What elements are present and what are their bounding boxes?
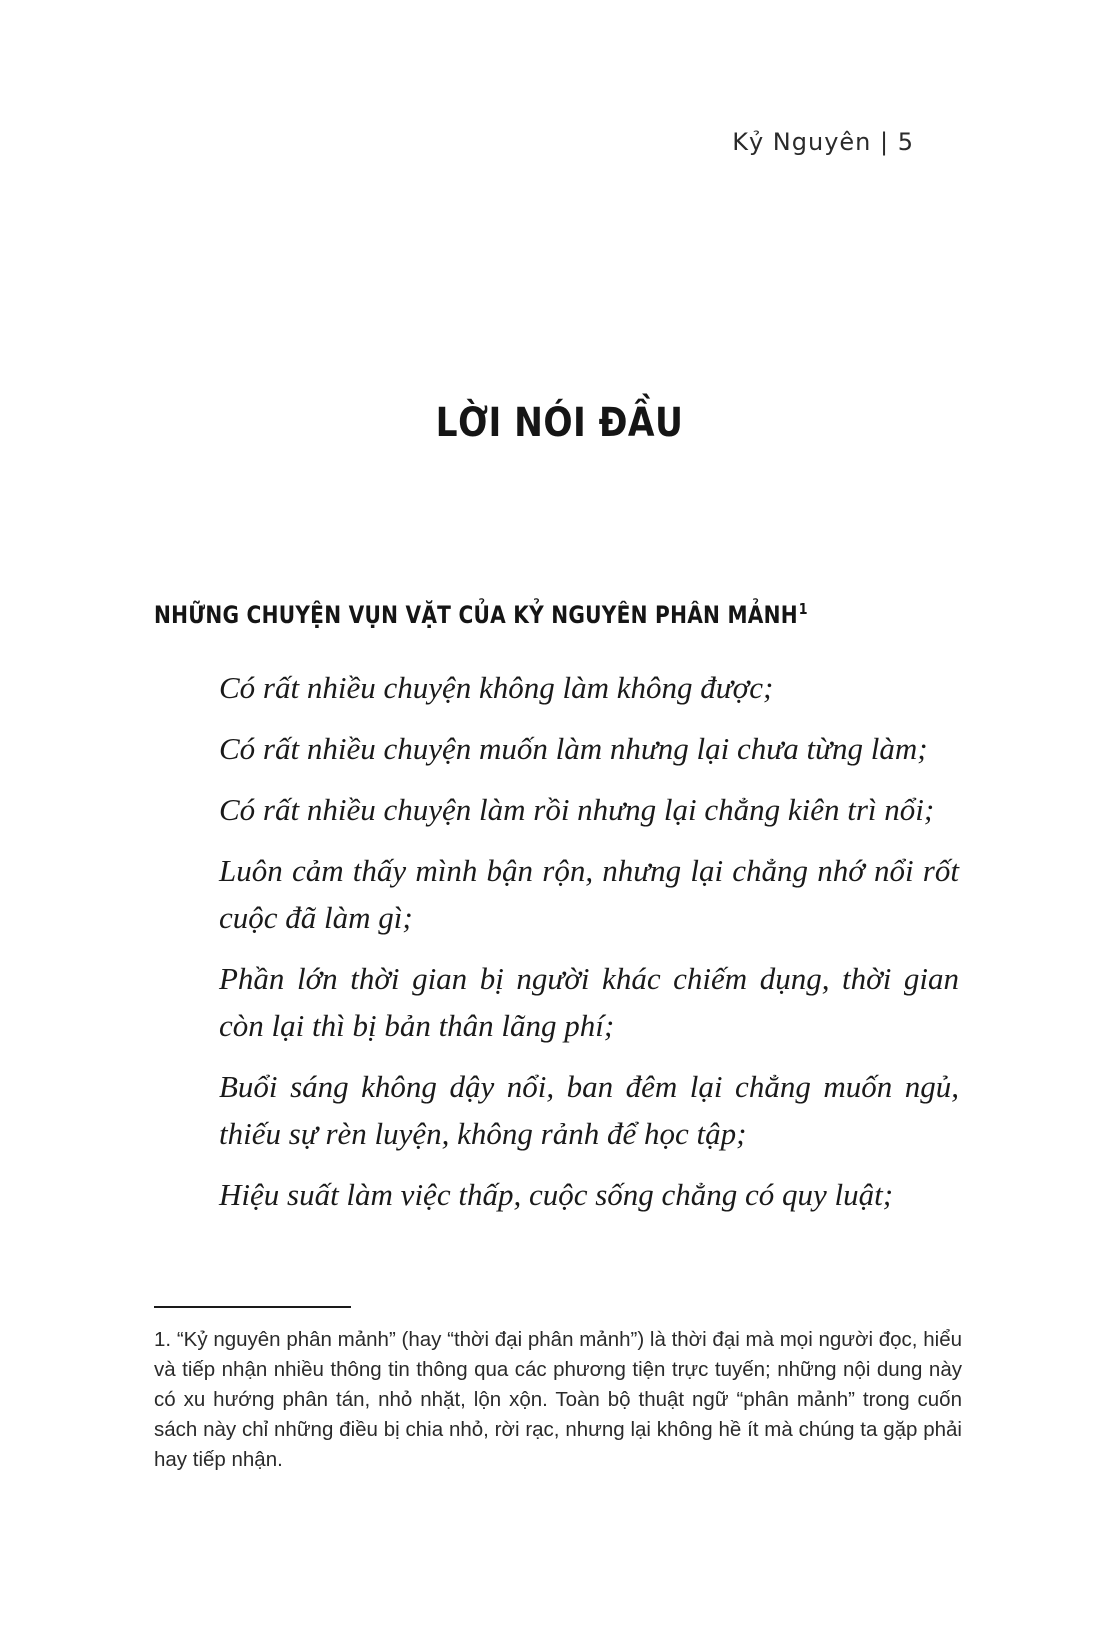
section-heading-text: NHỮNG CHUYỆN VỤN VẶT CỦA KỶ NGUYÊN PHÂN MẢNH — [154, 601, 798, 629]
poem-line: Phần lớn thời gian bị người khác chiếm dụng, thời gian còn lại thì bị bản thân lãng phí; — [219, 961, 959, 1043]
poem-line: Có rất nhiều chuyện không làm không được; — [219, 670, 774, 705]
section-heading — [154, 600, 808, 629]
poem-line: Có rất nhiều chuyện muốn làm nhưng lại chưa từng làm; — [219, 731, 928, 766]
poem-line: Có rất nhiều chuyện làm rồi nhưng lại chẳng kiên trì nổi; — [219, 792, 935, 827]
footnote-marker: 1 — [798, 600, 808, 618]
poem-line: Buổi sáng không dậy nổi, ban đêm lại chẳng muốn ngủ, thiếu sự rèn luyện, không rảnh để học tập; — [219, 1069, 959, 1151]
running-header: Kỷ Nguyên | 5 — [732, 128, 914, 156]
footnote-divider — [154, 1306, 351, 1308]
footnote: 1. “Kỷ nguyên phân mảnh” (hay “thời đại phân mảnh”) là thời đại mà mọi người đọc, hiểu và tiếp nhận nhiều thông tin thông qua các phương tiện trực tuyến; những nội dung này có xu hướng phân tán, nhỏ nhặt, lộn xộn. Toàn bộ thuật ngữ “phân mảnh” trong cuốn sách này chỉ những điều bị chia nhỏ, rời rạc, nhưng lại không hề ít mà chúng ta gặp phải hay tiếp nhận. — [154, 1328, 962, 1471]
chapter-title: LỜI NÓI ĐẦU — [435, 400, 684, 446]
poem-line: Hiệu suất làm việc thấp, cuộc sống chẳng có quy luật; — [219, 1177, 894, 1212]
poem-line: Luôn cảm thấy mình bận rộn, nhưng lại chẳng nhớ nổi rốt cuộc đã làm gì; — [219, 853, 959, 935]
poem-block — [219, 664, 959, 1232]
